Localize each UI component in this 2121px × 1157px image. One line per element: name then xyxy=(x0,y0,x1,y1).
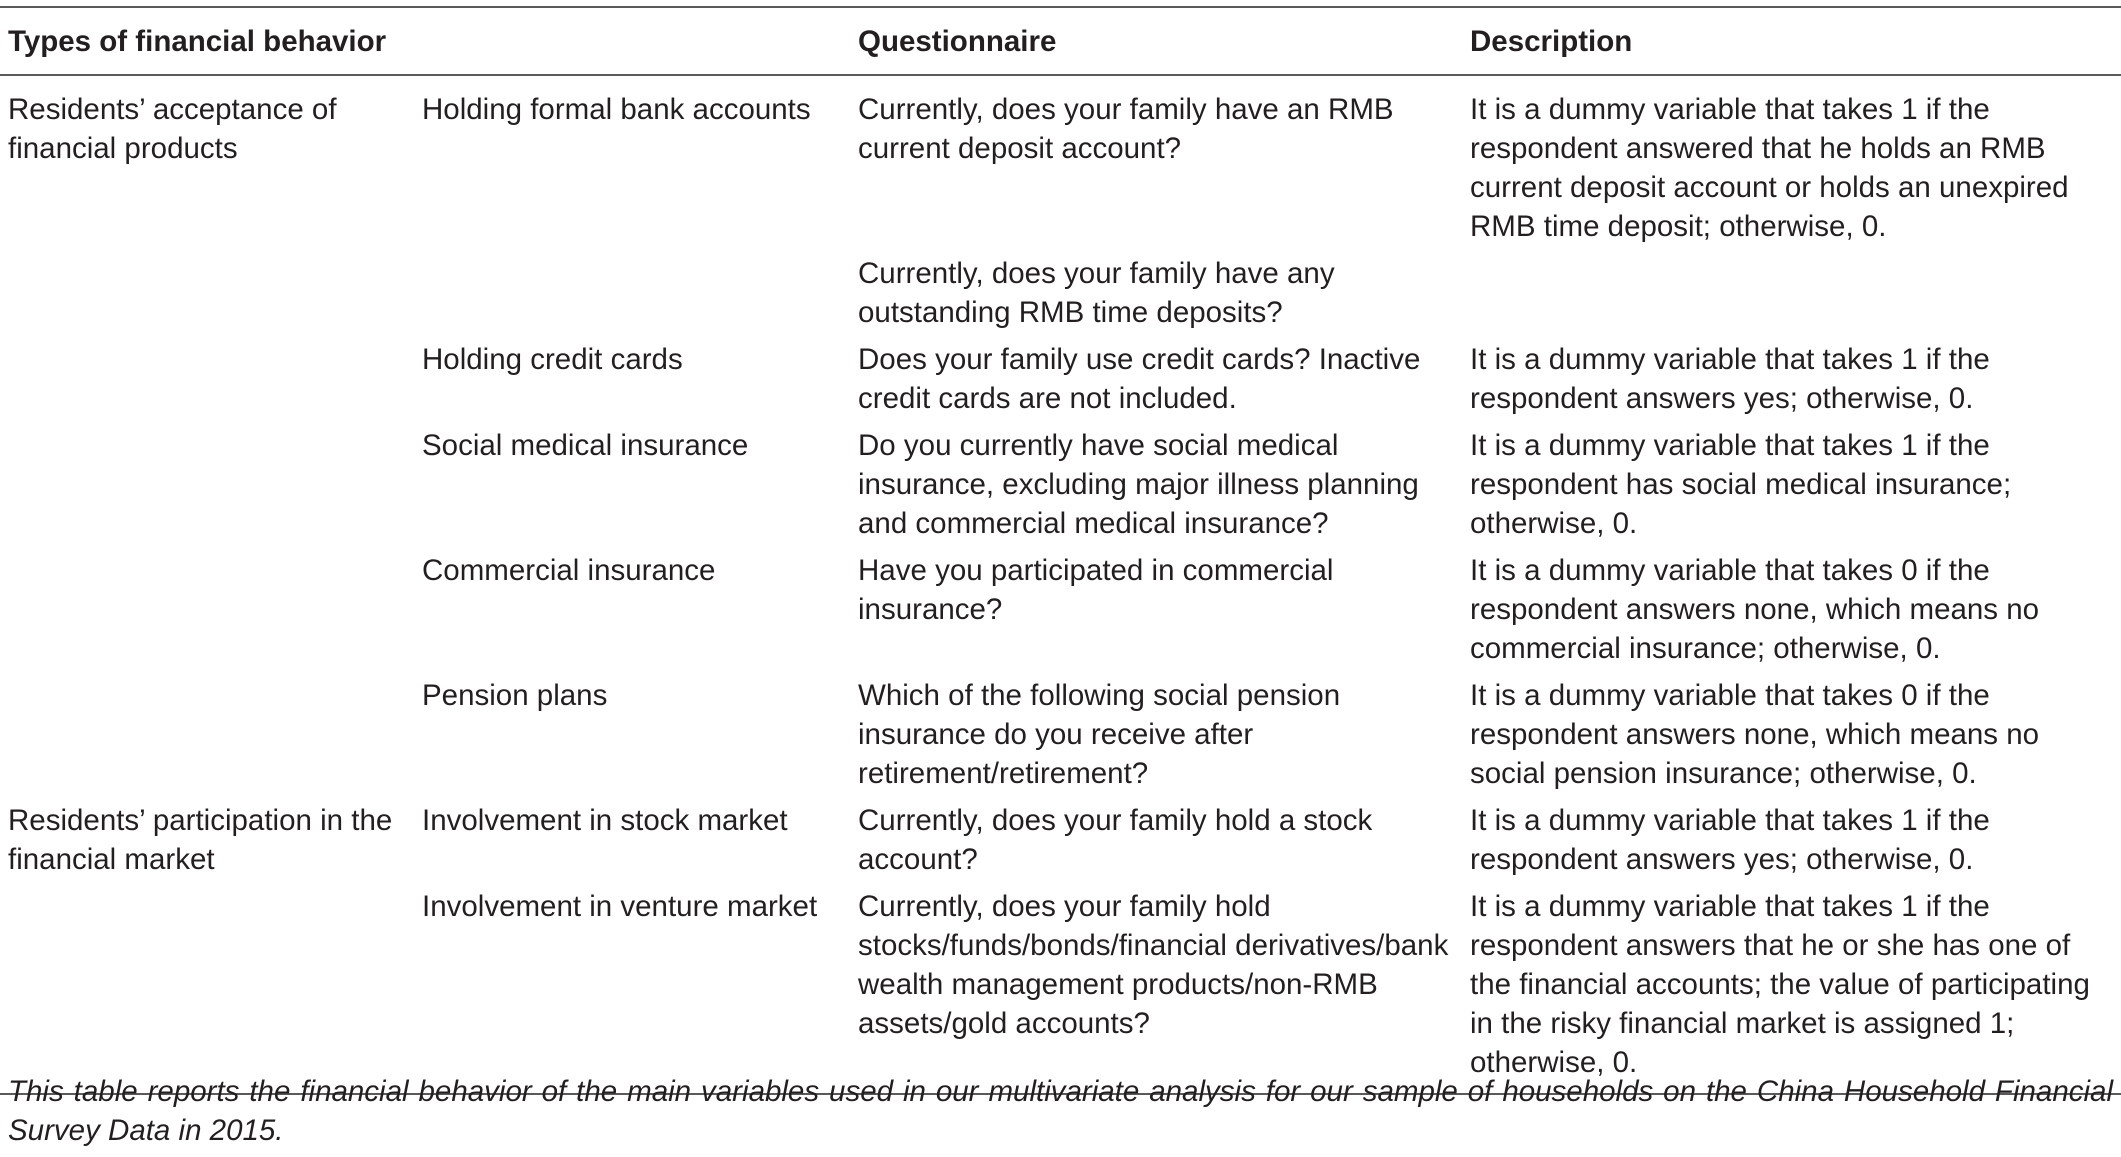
description-cell: It is a dummy variable that takes 1 if the respondent answered that he holds an RMB current deposit account or holds an unexpired RMB time deposit; otherwise, 0. xyxy=(1470,93,2069,243)
subtype-cell: Involvement in stock market xyxy=(422,804,788,837)
description-cell xyxy=(1462,249,2121,335)
subtype-cell: Holding formal bank accounts xyxy=(422,93,811,126)
table-row xyxy=(0,796,2121,882)
questionnaire-cell: Have you participated in commercial insurance? xyxy=(858,554,1334,626)
questionnaire-cell: Do you currently have social medical insurance, excluding major illness planning and commercial medical insurance? xyxy=(858,429,1419,540)
subtype-cell: Involvement in venture market xyxy=(414,882,850,1094)
questionnaire-cell: Currently, does your family hold a stock account? xyxy=(858,804,1373,876)
header-subtype xyxy=(414,7,850,75)
table-row xyxy=(0,249,2121,335)
category-cell: Residents’ acceptance of financial products xyxy=(8,93,337,165)
description-cell: It is a dummy variable that takes 1 if the respondent answers yes; otherwise, 0. xyxy=(1470,804,1990,876)
header-questionnaire: Questionnaire xyxy=(850,7,1462,75)
category-cell xyxy=(0,546,414,671)
description-cell: It is a dummy variable that takes 1 if the respondent answers yes; otherwise, 0. xyxy=(1470,343,1990,415)
table-row xyxy=(0,421,2121,546)
category-cell xyxy=(0,249,414,335)
questionnaire-cell: Currently, does your family have an RMB current deposit account? xyxy=(858,93,1394,165)
description-cell: It is a dummy variable that takes 1 if the respondent has social medical insurance; otherwise, 0. xyxy=(1470,429,2012,540)
subtype-cell xyxy=(414,249,850,335)
category-cell xyxy=(0,335,414,421)
questionnaire-cell: Currently, does your family have any outstanding RMB time deposits? xyxy=(858,257,1335,329)
questionnaire-cell: Currently, does your family hold stocks/funds/bonds/financial derivatives/bank wealth management products/non-RMB assets/gold accounts? xyxy=(850,882,1462,1094)
description-cell: It is a dummy variable that takes 0 if the respondent answers none, which means no social pension insurance; otherwise, 0. xyxy=(1470,679,2040,790)
table-row xyxy=(0,546,2121,671)
table-row xyxy=(0,671,2121,796)
table-body xyxy=(0,75,2121,1094)
table-row xyxy=(0,335,2121,421)
subtype-cell: Pension plans xyxy=(422,679,608,712)
questionnaire-cell: Which of the following social pension insurance do you receive after retirement/retirement? xyxy=(858,679,1341,790)
subtype-cell: Commercial insurance xyxy=(422,554,716,587)
header-types: Types of financial behavior xyxy=(0,7,414,75)
category-cell xyxy=(0,671,414,796)
subtype-cell: Holding credit cards xyxy=(422,343,683,376)
table-header xyxy=(0,7,2121,75)
financial-behavior-table xyxy=(0,6,2121,1095)
description-cell: It is a dummy variable that takes 0 if the respondent answers none, which means no commercial insurance; otherwise, 0. xyxy=(1470,554,2040,665)
questionnaire-cell: Does your family use credit cards? Inactive credit cards are not included. xyxy=(858,343,1421,415)
description-cell: It is a dummy variable that takes 1 if the respondent answers that he or she has one of the financial accounts; the value of participating in the risky financial market is assigned 1; otherwise, 0. xyxy=(1462,882,2121,1094)
table-row xyxy=(0,75,2121,249)
subtype-cell: Social medical insurance xyxy=(422,429,749,462)
category-cell: Residents’ participation in the financial market xyxy=(8,804,393,876)
table-footnote: This table reports the financial behavior of the main variables used in our multivariate analysis for our sample of households on the China Household Financial Survey Data in 2015. xyxy=(8,1075,2113,1147)
table-row xyxy=(0,882,2121,1094)
category-cell xyxy=(0,421,414,546)
header-row xyxy=(0,7,2121,75)
header-description: Description xyxy=(1462,7,2121,75)
category-cell xyxy=(0,882,414,1094)
